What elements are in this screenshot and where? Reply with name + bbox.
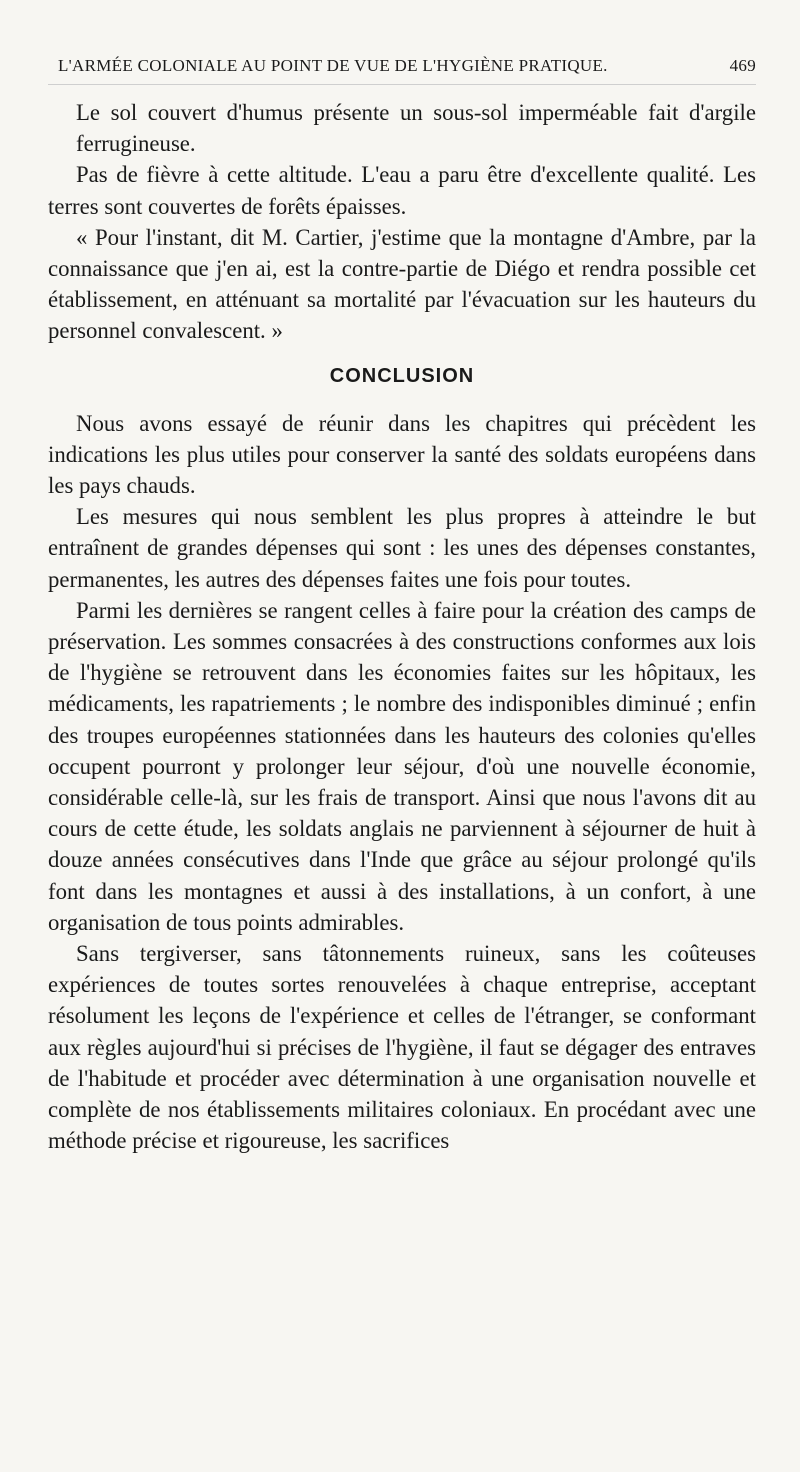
paragraph-conclusion-intro: Nous avons essayé de réunir dans les chapitres qui précèdent les indications les plus utiles pour conserver la santé des soldats européens dans les pays chauds. [48, 410, 756, 499]
running-header [48, 56, 756, 85]
paragraph-altitude: Pas de fièvre à cette altitude. L'eau a paru être d'excellente qualité. Les terres sont couvertes de forêts épaisses. [48, 162, 756, 219]
paragraph-organisation: Sans tergiverser, sans tâtonnements ruineux, sans les coûteuses expériences de toutes sortes renouvelées à chaque entreprise, acceptant résolument les leçons de l'expérience et celles de l'étranger, se conformant aux règles aujourd'hui si précises de l'hygiène, il faut se dégager des entraves de l'habitude et procéder avec détermination à une organisation nouvelle et complète de nos établissements militaires coloniaux. En procédant avec une méthode précise et rigoureuse, les sacrifices [48, 941, 756, 1154]
paragraph-measures: Les mesures qui nous semblent les plus propres à atteindre le but entraînent de grandes dépenses qui sont : les unes des dépenses constantes, permanentes, les autres des dépenses faites une fois pour toutes. [48, 504, 756, 592]
book-page [48, 56, 756, 1157]
paragraph-soil: Le sol couvert d'humus présente un sous-sol imperméable fait d'argile ferrugineuse. [76, 100, 756, 157]
paragraph-preservation-camps: Parmi les dernières se rangent celles à faire pour la création des camps de préservation. Les sommes consacrées à des constructions conformes aux lois de l'hygiène se retrouvent dans les économies faites sur les hôpitaux, les médicaments, les rapatriements ; le nombre des indisponibles diminué ; enfin des troupes européennes stationnées dans les hauteurs des colonies qu'elles occupent pourront y prolonger leur séjour, d'où une nouvelle économie, considérable celle-là, sur les frais de transport. Ainsi que nous l'avons dit au cours de cette étude, les soldats anglais ne parviennent à séjourner de huit à douze années consécutives dans l'Inde que grâce au séjour prolongé qu'ils font dans les montagnes et aussi à des installations, à un confort, à une organisation de tous points admirables. [48, 597, 756, 935]
page-number: 469 [729, 56, 756, 75]
running-title: L'ARMÉE COLONIALE AU POINT DE VUE DE L'HYGIÈNE PRATIQUE. [58, 56, 608, 75]
section-heading-conclusion: CONCLUSION [329, 364, 475, 387]
paragraph-cartier-quote: « Pour l'instant, dit M. Cartier, j'estime que la montagne d'Ambre, par la connaissance que j'en ai, est la contre-partie de Diégo et rendra possible cet établissement, en atténuant sa mortalité par l'évacuation sur les hauteurs du personnel convalescent. » [48, 224, 756, 344]
